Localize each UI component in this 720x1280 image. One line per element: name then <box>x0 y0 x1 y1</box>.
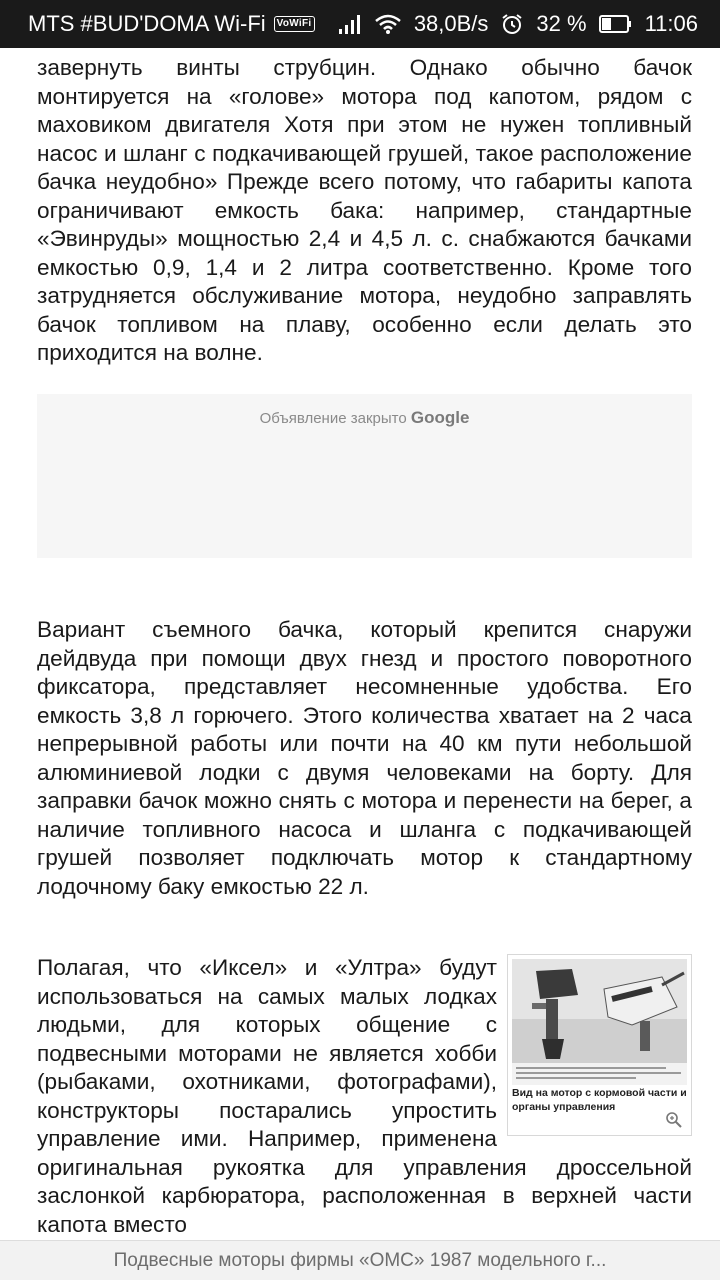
page-title: Подвесные моторы фирмы «ОМС» 1987 модельного г... <box>113 1249 607 1271</box>
article-paragraph-2: Вариант съемного бачка, который крепится снаружи дейдвуда при помощи двух гнезд и простого поворотного фиксатора, представляет несомненные удобства. Его емкость 3,8 л горючего. Этого количества хватает на 2 часа непрерывной работы или почти на 40 км пути небольшой алюминиевой лодки с двумя человеками на борту. Для заправки бачок можно снять с мотора и перенести на берег, а наличие топливного насоса и шланга с подкачивающей грушей позволяет подключать мотор к стандартному лодочному баку емкостью 22 л. <box>37 617 692 899</box>
figure-caption: Вид на мотор с кормовой части и органы управления <box>512 1087 687 1113</box>
status-left <box>28 11 315 37</box>
status-bar <box>0 0 720 48</box>
status-right <box>338 11 698 37</box>
article-paragraph-3-block <box>37 954 692 1239</box>
ad-closed-text: Объявление закрыто <box>259 410 407 427</box>
outboard-motor-photo-icon <box>512 959 687 1085</box>
figure-image[interactable] <box>512 959 687 1085</box>
carrier-name: MTS #BUD'DOMA Wi-Fi <box>28 11 266 36</box>
battery-percent: 32 % <box>536 11 587 36</box>
vowifi-badge: VoWiFi <box>274 16 315 32</box>
ad-placeholder <box>37 394 692 558</box>
page-title-bar[interactable] <box>0 1240 720 1280</box>
article-paragraph-1: завернуть винты струбцин. Однако обычно бачок монтируется на «голове» мотора под капотом, рядом с маховиком двигателя Хотя при этом не нужен топливный насос и шланг с подкачивающей грушей, такое расположение бачка неудобно» Прежде всего потому, что габариты капота ограничивают емкость бака: например, стандартные «Эвинруды» мощностью 2,4 и 4,5 л. с. снабжаются бачками емкостью 0,9, 1,4 и 2 литра соответственно. Кроме того затрудняется обслуживание мотора, неудобно заправлять бачок топливом на плаву, особенно если делать это приходится на волне. <box>37 55 692 365</box>
article-figure[interactable] <box>507 954 692 1136</box>
clock: 11:06 <box>644 11 698 36</box>
article-paragraph-3: Полагая, что «Иксел» и «Ултра» будут использоваться на самых малых лодках людьми, для которых общение с подвесными моторами не является хобби (рыбаками, охотниками, фотографами), конструкторы постарались упростить управление ими. Например, применена оригинальная рукоятка для управления дроссельной заслонкой карбюратора, расположенная в верхней части капота вместо <box>37 955 692 1237</box>
zoom-icon[interactable] <box>665 1111 683 1129</box>
network-speed: 38,0B/s <box>413 11 489 36</box>
battery-icon <box>599 14 633 34</box>
ad-closed-label <box>37 408 692 428</box>
google-logo: Google <box>410 408 470 427</box>
wifi-icon <box>374 13 402 35</box>
alarm-icon <box>500 12 524 36</box>
signal-icon <box>338 13 362 35</box>
